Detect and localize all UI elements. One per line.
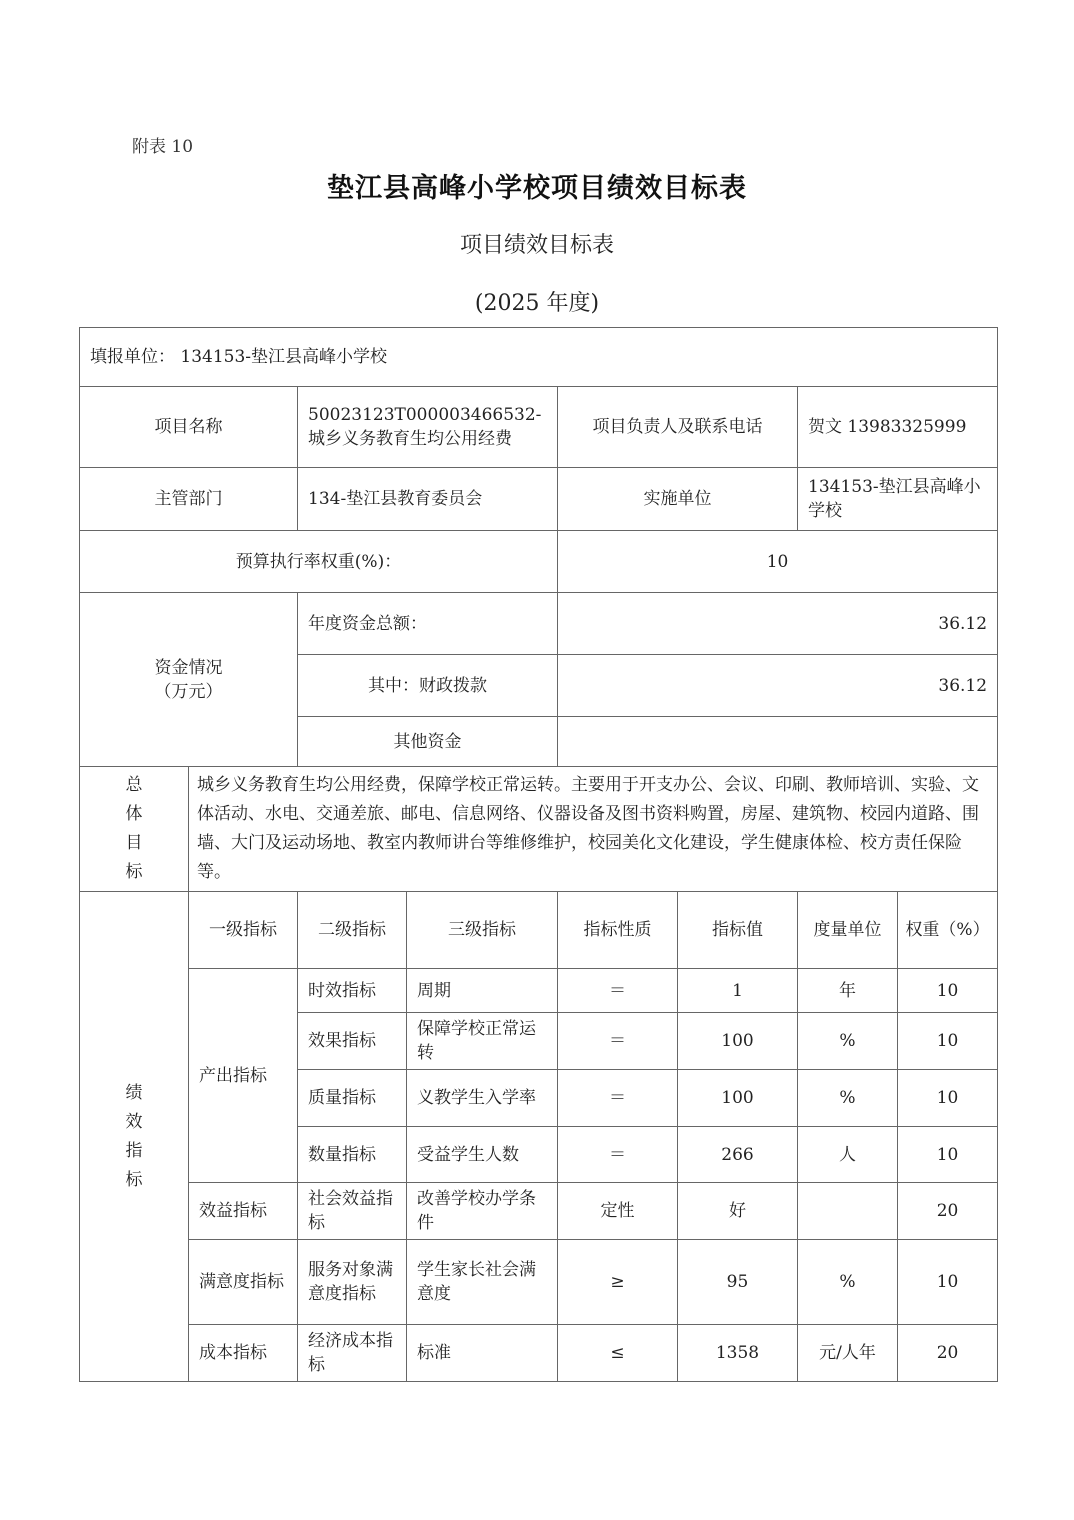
funds-row-total [80, 593, 998, 655]
overall-goal-label-char: 总 [125, 775, 143, 795]
unit-cell: % [798, 1013, 898, 1070]
level3-cell: 学生家长社会满意度 [407, 1240, 558, 1325]
level3-cell: 标准 [407, 1325, 558, 1382]
project-name-row [80, 387, 998, 468]
header-nature: 指标性质 [558, 892, 678, 969]
indicators-label-char: 指 [125, 1140, 143, 1161]
project-name-label: 项目名称 [80, 387, 298, 468]
overall-goal-label-char: 目 [125, 833, 143, 853]
level2-cell: 社会效益指标 [298, 1183, 407, 1240]
value-cell: 95 [678, 1240, 798, 1325]
level2-cell: 数量指标 [298, 1127, 407, 1183]
funds-fiscal-value: 36.12 [558, 655, 998, 717]
budget-rate-label: 预算执行率权重(%)： [80, 531, 558, 593]
unit-cell: 年 [798, 969, 898, 1013]
indicators-label-char: 效 [125, 1111, 143, 1132]
overall-goal-text: 城乡义务教育生均公用经费，保障学校正常运转。主要用于开支办公、会议、印刷、教师培训、实验、文体活动、水电、交通差旅、邮电、信息网络、仪器设备及图书资料购置，房屋、建筑物、校园内道路、围墙、大门及运动场地、教室内教师讲台等维修维护，校园美化文化建设，学生健康体检、校方责任保险等。 [189, 767, 998, 892]
department-label: 主管部门 [80, 468, 298, 531]
level1-cost: 成本指标 [189, 1325, 298, 1382]
contact-label: 项目负责人及联系电话 [558, 387, 798, 468]
nature-cell: ≥ [558, 1240, 678, 1325]
nature-cell: ＝ [558, 969, 678, 1013]
level2-cell: 经济成本指标 [298, 1325, 407, 1382]
level2-cell: 效果指标 [298, 1013, 407, 1070]
header-value: 指标值 [678, 892, 798, 969]
implementing-unit-value: 134153-垫江县高峰小学校 [798, 468, 998, 531]
level1-benefit: 效益指标 [189, 1183, 298, 1240]
level3-cell: 义教学生入学率 [407, 1070, 558, 1127]
unit-cell: 元/人年 [798, 1325, 898, 1382]
project-name-value: 50023123T000003466532-城乡义务教育生均公用经费 [298, 387, 558, 468]
implementing-unit-label: 实施单位 [558, 468, 798, 531]
level2-cell: 时效指标 [298, 969, 407, 1013]
department-row [80, 468, 998, 531]
overall-goal-label-char: 标 [125, 862, 143, 882]
header-unit: 度量单位 [798, 892, 898, 969]
funds-total-value: 36.12 [558, 593, 998, 655]
reporting-unit-cell [80, 328, 998, 387]
indicator-row [80, 1325, 998, 1382]
header-level2: 二级指标 [298, 892, 407, 969]
value-cell: 100 [678, 1013, 798, 1070]
funds-other-value [558, 717, 998, 767]
unit-cell: % [798, 1070, 898, 1127]
nature-cell: ＝ [558, 1070, 678, 1127]
document-title: 垫江县高峰小学校项目绩效目标表 [327, 173, 747, 204]
indicators-label-char: 绩 [125, 1082, 143, 1103]
level1-satisfaction: 满意度指标 [189, 1240, 298, 1325]
reporting-unit-value: 134153-垫江县高峰小学校 [180, 347, 388, 367]
fiscal-year: (2025 年度) [474, 291, 600, 316]
value-cell: 1 [678, 969, 798, 1013]
level2-cell: 质量指标 [298, 1070, 407, 1127]
department-value: 134-垫江县教育委员会 [298, 468, 558, 531]
unit-cell: 人 [798, 1127, 898, 1183]
indicators-label [80, 892, 189, 1382]
overall-goal-row [80, 767, 998, 892]
unit-cell: % [798, 1240, 898, 1325]
funds-fiscal-label: 其中：财政拨款 [298, 655, 558, 717]
header-level1: 一级指标 [189, 892, 298, 969]
level3-cell: 改善学校办学条件 [407, 1183, 558, 1240]
value-cell: 1358 [678, 1325, 798, 1382]
reporting-unit-row [80, 328, 998, 387]
header-weight: 权重（%） [898, 892, 998, 969]
indicator-row [80, 1240, 998, 1325]
funds-label-line1: 资金情况 [154, 657, 223, 678]
value-cell: 266 [678, 1127, 798, 1183]
level3-cell: 保障学校正常运转 [407, 1013, 558, 1070]
level3-cell: 受益学生人数 [407, 1127, 558, 1183]
indicators-label-char: 标 [125, 1169, 143, 1190]
nature-cell: ＝ [558, 1013, 678, 1070]
value-cell: 100 [678, 1070, 798, 1127]
weight-cell: 10 [898, 969, 998, 1013]
weight-cell: 20 [898, 1325, 998, 1382]
nature-cell: ＝ [558, 1127, 678, 1183]
indicator-row [80, 969, 998, 1013]
performance-target-table [79, 327, 998, 1382]
level1-output: 产出指标 [189, 969, 298, 1183]
document-subtitle: 项目绩效目标表 [459, 233, 614, 258]
unit-cell [798, 1183, 898, 1240]
weight-cell: 10 [898, 1070, 998, 1127]
indicator-row [80, 1183, 998, 1240]
reporting-unit-label: 填报单位： [90, 347, 175, 367]
weight-cell: 10 [898, 1013, 998, 1070]
appendix-label: 附表 10 [132, 137, 194, 157]
weight-cell: 10 [898, 1127, 998, 1183]
header-level3: 三级指标 [407, 892, 558, 969]
overall-goal-label [80, 767, 189, 892]
value-cell: 好 [678, 1183, 798, 1240]
indicator-header-row [80, 892, 998, 969]
nature-cell: 定性 [558, 1183, 678, 1240]
budget-rate-value: 10 [558, 531, 998, 593]
weight-cell: 20 [898, 1183, 998, 1240]
funds-other-label: 其他资金 [298, 717, 558, 767]
budget-rate-row [80, 531, 998, 593]
level3-cell: 周期 [407, 969, 558, 1013]
overall-goal-label-char: 体 [125, 804, 143, 824]
level2-cell: 服务对象满意度指标 [298, 1240, 407, 1325]
funds-label-line2: （万元） [154, 681, 223, 702]
funds-label [80, 593, 298, 767]
weight-cell: 10 [898, 1240, 998, 1325]
contact-value: 贺文 13983325999 [798, 387, 998, 468]
nature-cell: ≤ [558, 1325, 678, 1382]
funds-total-label: 年度资金总额： [298, 593, 558, 655]
